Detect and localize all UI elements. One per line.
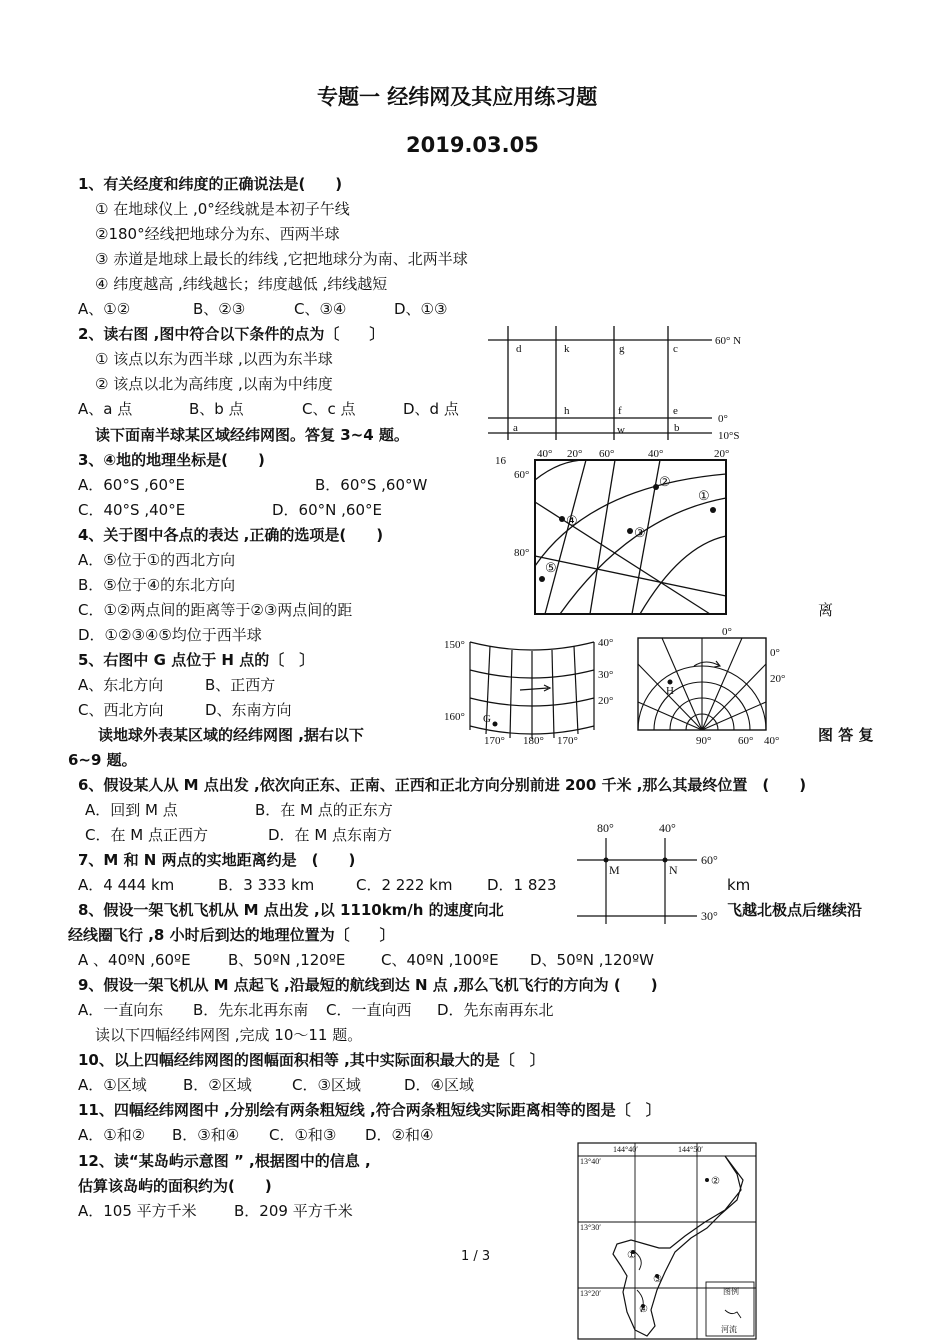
q10-option-d: D．④区域 bbox=[404, 1076, 474, 1094]
figure-q2-grid bbox=[482, 322, 762, 442]
label-40-a: 40° bbox=[537, 448, 553, 460]
q3-option-c: C．40°S ,40°E bbox=[78, 501, 186, 519]
lat-label-13-30: 13°30′ bbox=[580, 1223, 601, 1232]
side-label-80: 80° bbox=[514, 547, 530, 559]
point-n-label: N bbox=[669, 863, 678, 877]
label-40: 40° bbox=[764, 735, 780, 747]
point-m-label: M bbox=[609, 863, 620, 877]
point-3 bbox=[627, 528, 633, 534]
q3-option-a: A．60°S ,60°E bbox=[78, 476, 185, 494]
label-30: 30° bbox=[598, 669, 614, 681]
figure-g-map bbox=[440, 630, 635, 748]
point-label-2: ② bbox=[659, 474, 671, 489]
grid-point-f: f bbox=[618, 405, 622, 417]
page-number: 1 / 3 bbox=[461, 1249, 491, 1264]
q6-option-b: B．在 M 点的正东方 bbox=[255, 801, 393, 819]
q1-option-a: A、①② bbox=[78, 300, 131, 318]
q4-stem: 4、关于图中各点的表达 ,正确的选项是( ) bbox=[78, 526, 384, 544]
q4-option-a: A．⑤位于①的西北方向 bbox=[78, 551, 236, 569]
q5-option-b: B、正西方 bbox=[205, 676, 276, 694]
label-60: 60° bbox=[738, 735, 754, 747]
q10-option-c: C．③区域 bbox=[292, 1076, 361, 1094]
intro-6-9-line2: 6~9 题。 bbox=[68, 751, 137, 769]
island-point-label-3: ③ bbox=[653, 1274, 662, 1285]
q5-stem: 5、右图中 G 点位于 H 点的〔 〕 bbox=[78, 651, 315, 669]
point-n bbox=[663, 858, 668, 863]
island-point-label-2: ② bbox=[711, 1176, 720, 1187]
side-label-60: 60° bbox=[514, 469, 530, 481]
q4-option-c-tail: 离 bbox=[818, 601, 834, 619]
label-0-top: 0° bbox=[722, 626, 732, 638]
q2-condition-1: ① 该点以东为西半球 ,以西为东半球 bbox=[95, 350, 333, 368]
intro-6-9: 读地球外表某区域的经纬网图 ,据右以下 bbox=[98, 726, 364, 744]
figure-island bbox=[575, 1140, 760, 1340]
q2-option-d: D、d 点 bbox=[403, 400, 459, 418]
q6-option-d: D．在 M 点东南方 bbox=[268, 826, 393, 844]
q11-option-a: A．①和② bbox=[78, 1126, 146, 1144]
lat-label-10s: 10°S bbox=[718, 430, 740, 442]
q9-stem: 9、假设一架飞机从 M 点起飞 ,沿最短的航线到达 N 点 ,那么飞机飞行的方向为 ( ) bbox=[78, 976, 658, 994]
q1-option-b: B、②③ bbox=[193, 300, 246, 318]
lat-label-0: 0° bbox=[718, 413, 728, 425]
point-label-4: ④ bbox=[566, 513, 578, 528]
grid-point-b: b bbox=[674, 422, 680, 434]
legend-title: 图例 bbox=[723, 1287, 739, 1296]
q7-option-b: B．3 333 km bbox=[218, 876, 315, 894]
label-20-a: 20° bbox=[567, 448, 583, 460]
label-20: 20° bbox=[770, 673, 786, 685]
grid-point-k: k bbox=[564, 343, 570, 355]
label-180: 180° bbox=[523, 735, 544, 747]
label-60: 60° bbox=[599, 448, 615, 460]
q7-option-c: C．2 222 km bbox=[356, 876, 453, 894]
q9-option-c: C．一直向西 bbox=[326, 1001, 412, 1019]
label-90: 90° bbox=[696, 735, 712, 747]
intro-3-4: 读下面南半球某区域经纬网图。答复 3~4 题。 bbox=[95, 426, 409, 444]
q8-option-a: A 、40ºN ,60ºE bbox=[78, 951, 191, 969]
q11-stem: 11、四幅经纬网图中 ,分别绘有两条粗短线 ,符合两条粗短线实际距离相等的图是〔 〕 bbox=[78, 1101, 661, 1119]
label-60: 60° bbox=[701, 853, 718, 867]
grid-point-h: h bbox=[564, 405, 570, 417]
point-g-label: G bbox=[483, 713, 491, 725]
q12-option-a: A．105 平方千米 bbox=[78, 1202, 197, 1220]
label-170-b: 170° bbox=[557, 735, 578, 747]
point-4 bbox=[559, 516, 565, 522]
figure-south-hemisphere bbox=[490, 446, 740, 618]
point-5 bbox=[539, 576, 545, 582]
q11-option-b: B．③和④ bbox=[172, 1126, 240, 1144]
q8-option-d: D、50ºN ,120ºW bbox=[530, 951, 654, 969]
q1-statement-1: ① 在地球仪上 ,0°经线就是本初子午线 bbox=[95, 200, 350, 218]
page-date: 2019.03.05 bbox=[406, 133, 539, 157]
q12-option-b: B．209 平方千米 bbox=[234, 1202, 353, 1220]
lat-label-13-20: 13°20′ bbox=[580, 1289, 601, 1298]
island-point-label-4: ④ bbox=[639, 1304, 648, 1315]
q4-option-b: B．⑤位于④的东北方向 bbox=[78, 576, 236, 594]
q7-option-a: A．4 444 km bbox=[78, 876, 175, 894]
q9-option-b: B．先东北再东南 bbox=[193, 1001, 309, 1019]
q7-option-d: D．1 823 bbox=[487, 876, 557, 894]
point-label-1: ① bbox=[698, 488, 710, 503]
point-g bbox=[493, 722, 498, 727]
q4-option-c: C．①②两点间的距离等于②③两点间的距 bbox=[78, 601, 353, 619]
q1-option-d: D、①③ bbox=[394, 300, 448, 318]
label-40-b: 40° bbox=[648, 448, 664, 460]
label-160: 160° bbox=[444, 711, 465, 723]
q1-option-c: C、③④ bbox=[294, 300, 347, 318]
q5-option-d: D、东南方向 bbox=[205, 701, 292, 719]
q6-stem: 6、假设某人从 M 点出发 ,依次向正东、正南、正西和正北方向分别前进 200 千米 ,那么其最终位置 ( ) bbox=[78, 776, 807, 794]
q2-stem: 2、读右图 ,图中符合以下条件的点为〔 〕 bbox=[78, 325, 385, 343]
label-20-b: 20° bbox=[714, 448, 730, 460]
lat-label-60n: 60° N bbox=[715, 335, 742, 347]
grid-point-c: c bbox=[673, 343, 678, 355]
label-0-side: 0° bbox=[770, 647, 780, 659]
q2-option-c: C、c 点 bbox=[302, 400, 356, 418]
q10-option-b: B．②区域 bbox=[183, 1076, 252, 1094]
q1-stem: 1、有关经度和纬度的正确说法是( ) bbox=[78, 175, 343, 193]
label-80: 80° bbox=[597, 821, 614, 835]
point-h bbox=[668, 680, 673, 685]
q9-option-a: A．一直向东 bbox=[78, 1001, 164, 1019]
grid-point-g: g bbox=[619, 343, 625, 355]
q12-stem-line2: 估算该岛屿的面积约为( ) bbox=[78, 1177, 272, 1195]
q2-condition-2: ② 该点以北为高纬度 ,以南为中纬度 bbox=[95, 375, 333, 393]
island-point-2 bbox=[705, 1178, 709, 1182]
figure-mn-grid bbox=[575, 820, 725, 928]
q5-option-c: C、西北方向 bbox=[78, 701, 164, 719]
intro-10-11: 读以下四幅经纬网图 ,完成 10～11 题。 bbox=[95, 1026, 363, 1044]
legend-river: 河流 bbox=[721, 1325, 737, 1334]
label-20: 20° bbox=[598, 695, 614, 707]
q10-stem: 10、以上四幅经纬网图的图幅面积相等 ,其中实际面积最大的是〔 〕 bbox=[78, 1051, 545, 1069]
q9-option-d: D．先东南再东北 bbox=[437, 1001, 554, 1019]
grid-point-e: e bbox=[673, 405, 678, 417]
q2-option-a: A、a 点 bbox=[78, 400, 133, 418]
figure-h-map bbox=[632, 624, 802, 748]
island-point-label-1: ① bbox=[627, 1250, 636, 1261]
intro-6-9-tail: 图 答 复 bbox=[818, 726, 874, 744]
point-m bbox=[604, 858, 609, 863]
q10-option-a: A．①区域 bbox=[78, 1076, 147, 1094]
label-40: 40° bbox=[659, 821, 676, 835]
q8-stem-line2: 经线圈飞行 ,8 小时后到达的地理位置为〔 〕 bbox=[68, 926, 395, 944]
q7-option-d-tail: km bbox=[727, 876, 751, 894]
label-40: 40° bbox=[598, 637, 614, 649]
label-150: 150° bbox=[444, 639, 465, 651]
q11-option-d: D．②和④ bbox=[365, 1126, 434, 1144]
grid-point-d: d bbox=[516, 343, 522, 355]
grid-point-a: a bbox=[513, 422, 518, 434]
lon-label-144-40: 144°40′ bbox=[613, 1145, 638, 1154]
lon-label-144-50: 144°50′ bbox=[678, 1145, 703, 1154]
point-label-3: ③ bbox=[634, 525, 646, 540]
q7-stem: 7、M 和 N 两点的实地距离约是 ( ) bbox=[78, 851, 356, 869]
q1-statement-3: ③ 赤道是地球上最长的纬线 ,它把地球分为南、北两半球 bbox=[95, 250, 468, 268]
q1-statement-4: ④ 纬度越高 ,纬线越长；纬度越低 ,纬线越短 bbox=[95, 275, 388, 293]
page-title: 专题一 经纬网及其应用练习题 bbox=[317, 85, 598, 109]
q8-stem: 8、假设一架飞机飞机从 M 点出发 ,以 1110km/h 的速度向北 bbox=[78, 901, 504, 919]
label-16: 16 bbox=[495, 455, 506, 467]
q8-stem-tail: 飞越北极点后继续沿 bbox=[727, 901, 863, 919]
point-h-label: H bbox=[666, 685, 674, 697]
q5-option-a: A、东北方向 bbox=[78, 676, 164, 694]
q2-option-b: B、b 点 bbox=[189, 400, 244, 418]
q1-statement-2: ②180°经线把地球分为东、西两半球 bbox=[95, 225, 340, 243]
q3-option-d: D．60°N ,60°E bbox=[272, 501, 382, 519]
label-30: 30° bbox=[701, 909, 718, 923]
q12-stem: 12、读“某岛屿示意图 ” ,根据图中的信息 , bbox=[78, 1152, 371, 1170]
q4-option-d: D．①②③④⑤均位于西半球 bbox=[78, 626, 262, 644]
q3-stem: 3、④地的地理坐标是( ) bbox=[78, 451, 265, 469]
point-1 bbox=[710, 507, 716, 513]
q6-option-c: C．在 M 点正西方 bbox=[85, 826, 208, 844]
q3-option-b: B．60°S ,60°W bbox=[315, 476, 428, 494]
point-label-5: ⑤ bbox=[545, 560, 557, 575]
q8-option-b: B、50ºN ,120ºE bbox=[228, 951, 346, 969]
lat-label-13-40: 13°40′ bbox=[580, 1157, 601, 1166]
q8-option-c: C、40ºN ,100ºE bbox=[381, 951, 499, 969]
label-170-a: 170° bbox=[484, 735, 505, 747]
q6-option-a: A．回到 M 点 bbox=[85, 801, 178, 819]
q11-option-c: C．①和③ bbox=[269, 1126, 337, 1144]
grid-point-w: w bbox=[617, 424, 625, 436]
